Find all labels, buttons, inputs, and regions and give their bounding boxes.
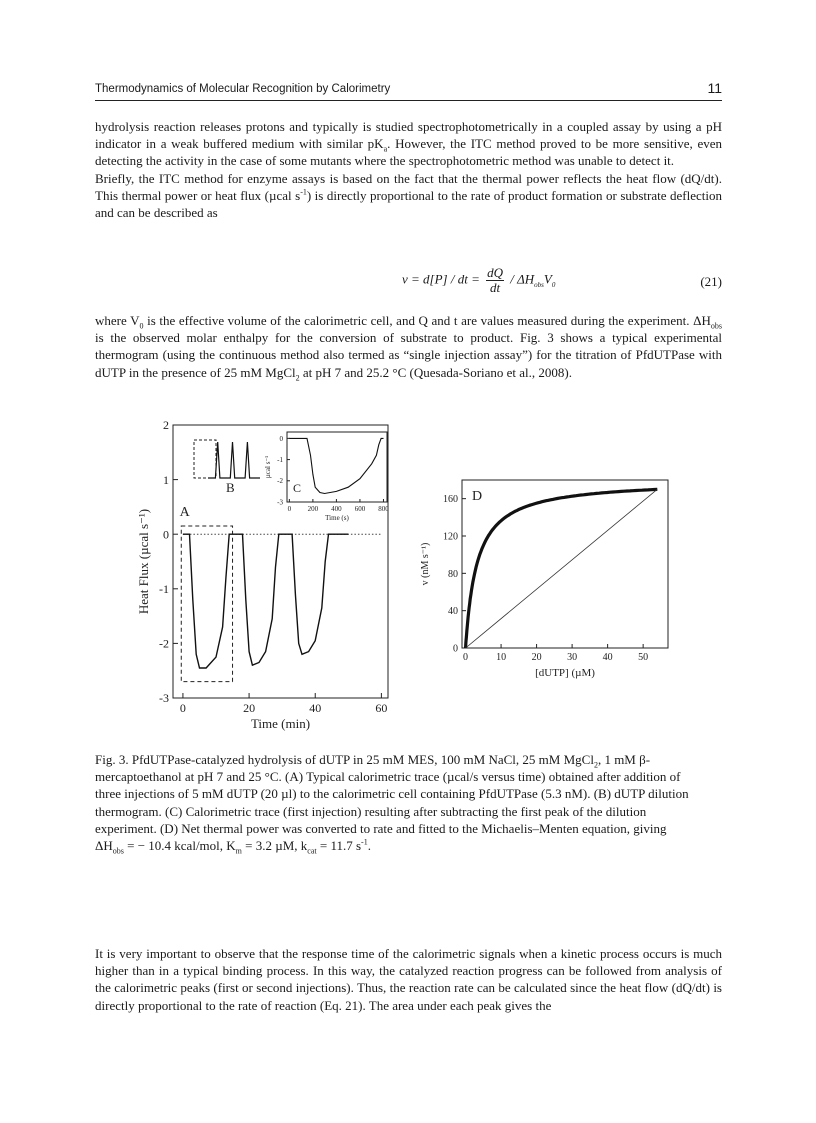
subscript: m — [235, 846, 242, 856]
text-run: Briefly, the ITC method for enzyme assays is based on the fact that the thermal power reflects the heat flow (dQ/dt). This thermal power or heat flux (µcal s — [95, 170, 722, 203]
text-run: hydrolysis reaction releases protons and typically is studied spectrophotometrically in a coupled assay by using a pH indicator in a weak buffered medium with similar pK — [95, 119, 722, 152]
panel-a-y-axis-label: Heat Flux (µcal s⁻¹) — [136, 508, 151, 615]
panel-b-highlight-box — [194, 440, 216, 478]
panel-a-y-tick-label: -3 — [159, 691, 169, 706]
eq-rhs-tail: V — [543, 271, 552, 287]
paragraph-definitions — [95, 312, 722, 381]
subscript: obs — [710, 321, 722, 331]
subscript: obs — [112, 846, 124, 856]
panel-c-y-tick-label: -2 — [277, 477, 283, 486]
text-run: ) is directly proportional to the rate of product formation or substrate deflection and can be described as — [95, 187, 722, 221]
text-run: = 3.2 µM, k — [241, 838, 308, 854]
paragraph-response-time: It is very important to observe that the response time of the calorimetric signals when a kinetic process occurs is much higher than in a typical binding process. In this way, the catalyzed reaction progress can be followed from analysis of the calorimetric peaks (first or second injections). Thus, the reaction rate can be calculated since the heat flow (dQ/dt) is directly proportional to the rate of reaction (Eq. 21). The area under each peak gives the — [95, 946, 722, 1013]
subscript: 2 — [593, 760, 598, 770]
eq-lhs: v = d[P] / dt = — [402, 271, 484, 287]
panel-b-label: B — [226, 480, 235, 495]
panel-a-x-tick-label: 0 — [179, 701, 186, 715]
panel-c-trace — [289, 438, 383, 493]
panel-d-y-tick-label: 0 — [453, 643, 458, 655]
panel-d-x-tick-label: 30 — [567, 652, 578, 663]
panel-c-x-axis-label: Time (s) — [325, 514, 349, 522]
text-run: where V — [95, 313, 140, 328]
panel-a-y-tick-label: 1 — [163, 472, 169, 487]
subscript: cat — [307, 846, 317, 856]
running-title: Thermodynamics of Molecular Recognition by Calorimetry — [95, 83, 391, 95]
panel-a-x-tick-label: 40 — [309, 701, 322, 715]
panel-a-y-tick-label: 2 — [163, 418, 169, 433]
page-number: 11 — [707, 80, 722, 96]
text-run: is the observed molar enthalpy for the conversion of substrate to product. Fig. 3 shows a typical experimental thermogram (using the continuous method also termed as “single injection assay”) for the titration of PfdUTPase with dUTP in the presence of 25 mM MgCl — [95, 330, 722, 380]
panel-c-y-axis-label: µcal s⁻¹ — [264, 455, 272, 479]
panel-d-x-tick-label: 40 — [602, 652, 613, 663]
paragraph-intro — [95, 118, 722, 221]
panel-d-x-tick-label: 0 — [463, 652, 469, 663]
panel-a-y-tick-label: 0 — [163, 527, 169, 542]
text-run: . — [367, 838, 371, 854]
panel-a-label: A — [179, 505, 190, 521]
panel-c-y-tick-label: -3 — [277, 498, 283, 507]
text-run: = 11.7 s — [316, 838, 362, 854]
figure-3 — [130, 410, 690, 745]
eq-subscript: 0 — [551, 281, 556, 290]
panel-c-label: C — [293, 481, 302, 495]
text-run: , 1 mM β-mercaptoethanol at pH 7 and 25 °C. (A) Typical calorimetric trace (µcal/s versus time) obtained after addition of three injections of 5 mM dUTP (20 µl) to the calorimetric cell containing PfdUTPase (5.3 nM). (B) dUTP dilution thermogram. (C) Calorimetric trace (first injection) resulting after subtracting the first peak of the dilution experiment. (D) Net thermal power was converted to rate and fitted to the Michaelis–Menten equation, giving ΔH — [95, 752, 689, 854]
superscript: -1 — [300, 187, 307, 197]
eq-rhs: / ΔH — [507, 271, 535, 287]
subscript: a — [383, 144, 388, 154]
panel-c-y-tick-label: 0 — [279, 434, 283, 443]
eq-fraction — [486, 266, 504, 295]
text-run: at pH 7 and 25.2 °C (Quesada-Soriano et al., 2008). — [299, 364, 572, 380]
running-header — [95, 80, 722, 101]
panel-d-y-axis-label: v (nM s⁻¹) — [420, 542, 431, 586]
panel-a-y-tick-label: -2 — [159, 636, 169, 651]
text-run: Fig. 3. PfdUTPase-catalyzed hydrolysis of dUTP in 25 mM MES, 100 mM NaCl, 25 mM MgCl — [95, 752, 594, 767]
equation-number: (21) — [700, 274, 722, 289]
panel-d-x-tick-label: 10 — [496, 652, 507, 663]
superscript: -1 — [361, 837, 368, 847]
equation-21 — [95, 262, 722, 302]
panel-d-y-tick-label: 80 — [448, 568, 458, 580]
panel-a-x-axis-label: Time (min) — [250, 716, 311, 731]
panel-d-x-tick-label: 20 — [531, 652, 542, 663]
panel-d-y-tick-label: 40 — [448, 606, 458, 618]
panel-a-thermogram — [183, 534, 348, 668]
panel-a-frame — [173, 425, 388, 698]
eq-numerator: dQ — [487, 265, 503, 280]
panel-a-x-tick-label: 20 — [243, 701, 256, 715]
panel-d-label: D — [472, 489, 483, 504]
panel-c-x-tick-label: 0 — [287, 505, 292, 513]
panel-d-x-tick-label: 50 — [638, 652, 649, 663]
panel-d-x-axis-label: [dUTP] (µM) — [535, 667, 595, 679]
panel-c-x-tick-label: 400 — [331, 505, 342, 513]
panel-d-frame — [462, 480, 668, 648]
panel-a-x-tick-label: 60 — [375, 701, 388, 715]
panel-d-y-tick-label: 120 — [443, 531, 458, 543]
subscript: 0 — [139, 321, 144, 331]
figure-caption — [95, 751, 695, 854]
panel-c-x-tick-label: 800 — [378, 505, 389, 513]
text-run: . However, the ITC method proved to be more sensitive, even detecting the activity in the case of some mutants where the spectrophotometric method was unable to detect it. — [95, 136, 722, 169]
eq-subscript: obs — [534, 281, 544, 290]
eq-denominator: dt — [489, 280, 501, 295]
panel-c-x-tick-label: 200 — [307, 505, 319, 513]
text-run: = − 10.4 kcal/mol, K — [123, 838, 236, 854]
text-run: is the effective volume of the calorimetric cell, and Q and t are values measured during the experiment. ΔH — [143, 313, 711, 328]
subscript: 2 — [295, 373, 300, 383]
panel-d-y-tick-label: 160 — [443, 494, 458, 506]
panel-d-depletion-line — [466, 489, 658, 648]
equation-formula — [402, 266, 555, 295]
panel-c-y-tick-label: -1 — [277, 456, 283, 465]
panel-c-x-tick-label: 600 — [354, 505, 366, 513]
panel-a-y-tick-label: -1 — [159, 582, 169, 596]
